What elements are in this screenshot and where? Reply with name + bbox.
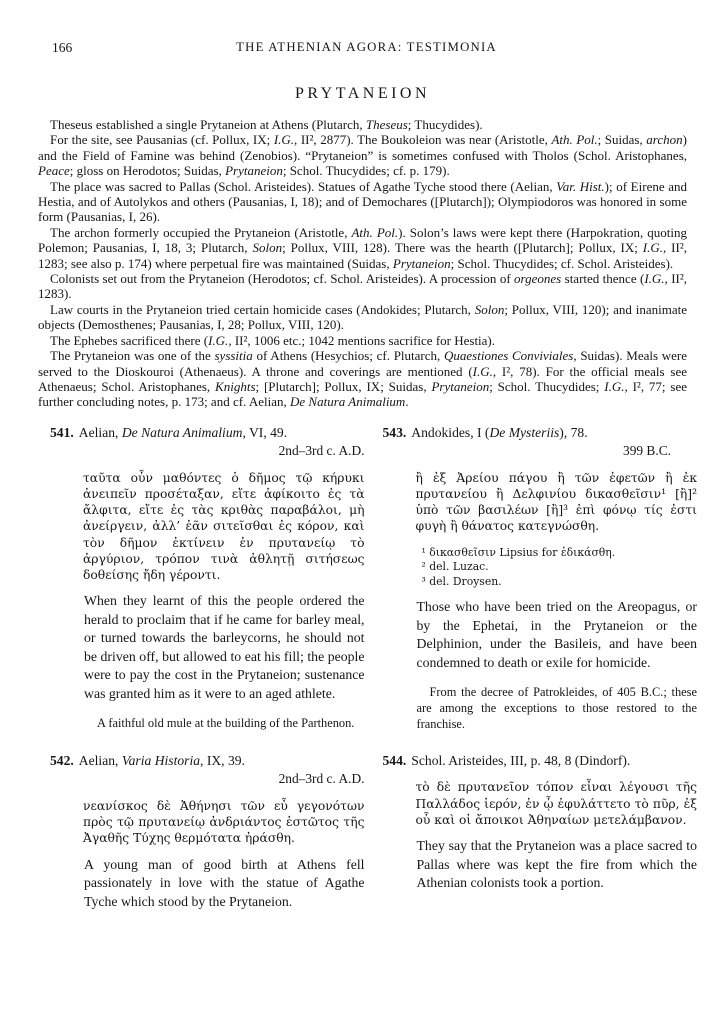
footnotes: [422, 546, 698, 590]
entry-source: Aelian, De Natura Animalium, VI, 49.: [78, 424, 288, 440]
intro-paragraph: Law courts in the Prytaneion tried certain homicide cases (Andokides; Plutarch, Solon; Pollux, VIII, 120); and inanimate objects (Demosthenes; Pausanias, I, 28; Pollux, VIII, 120).: [38, 301, 687, 333]
greek-text: νεανίσκος δὲ Ἀθήνησι τῶν εὖ γεγονότων πρὸς τῷ πρυτανείῳ ἀνδριάντος ἑστῶτος τῆς Ἀγαθῆς Τύχης θερμότατα ἠράσθη.: [83, 798, 365, 846]
entry-source: Schol. Aristeides, III, p. 48, 8 (Dindorf).: [411, 753, 631, 769]
translation-text: When they learnt of this the people ordered the herald to proclaim that if he came for barley meal, or turned towards the barleycorns, he should not be driven off, but allowed to eat his fill; the people were to pay the cost in the Prytaneion; sustenance was granted him as it were to an aged athlete.: [84, 593, 365, 701]
entry-542: [50, 752, 365, 911]
left-column: [50, 424, 365, 911]
greek-text: ἢ ἐξ Ἀρείου πάγου ἢ τῶν ἐφετῶν ἢ ἐκ πρυτανείου ἢ Δελφινίου δικασθεῖσιν¹ [ἢ]² ὑπὸ τῶν βασιλέων [ἢ]³ ἐπὶ φόνῳ τίς ἐστι φυγὴ ἢ θάνατος κατεγνώσθη.: [415, 470, 697, 534]
entry-number: 543.: [382, 424, 407, 440]
translation-text: A young man of good birth at Athens fell passionately in love with the statue of Agathe Tyche which stood by the Prytaneion.: [84, 856, 365, 909]
footnote: ¹ δικασθεῖσιν Lipsius for ἐδικάσθη.: [421, 545, 616, 559]
entry-heading: [383, 752, 698, 769]
entry-number: 542.: [50, 752, 74, 768]
page-number: 166: [52, 40, 73, 55]
intro-paragraph: The Ephebes sacrificed there (I.G., II², 1006 etc.; 1042 mentions sacrifice for Hestia).: [50, 332, 496, 348]
translation-text: Those who have been tried on the Areopagus, or by the Ephetai, in the Prytaneion or the Delphinion, under the Basileis, and have been condemned to death or exile for homicide.: [416, 599, 697, 670]
greek-text: τὸ δὲ πρυτανεῖον τόπον εἶναι λέγουσι τῆς Παλλάδος ἱερόν, ἐν ᾧ ἐφυλάττετο τὸ πῦρ, ἐξ οὗ καὶ οἱ ἄποικοι Ἀθηναίων μετελάμβανον.: [415, 780, 697, 827]
entry-date: 2nd–3rd c. A.D.: [278, 442, 365, 458]
entry-heading: [50, 752, 365, 769]
entry-543: [383, 424, 698, 733]
entry-date: 399 B.C.: [623, 442, 671, 458]
entry-source: Aelian, Varia Historia, IX, 39.: [78, 752, 245, 768]
page-header: [0, 0, 725, 58]
entry-heading: [50, 424, 365, 441]
intro-paragraph: Colonists set out from the Prytaneion (Herodotos; cf. Schol. Aristeides). A procession of orgeones started thence (I.G., II², 1283).: [38, 271, 687, 302]
intro-section: [38, 117, 687, 410]
footnote: ² del. Luzac.: [421, 560, 489, 574]
testimonia-columns: [50, 424, 697, 911]
intro-paragraph: The Prytaneion was one of the syssitia of Athens (Hesychios; cf. Plutarch, Quaestiones Conviviales, Suidas). Meals were served to the Dioskouroi (Athenaeus). A throne and coverings are mentioned (I.G., I², 78). For the official meals see Athenaeus; Schol. Aristophanes, Knights; [Plutarch]; Pollux, IX; Suidas, Prytaneion; Schol. Thucydides; I.G., I², 77; see further concluding notes, p. 173; and cf. Aelian, De Natura Animalium.: [38, 348, 688, 410]
entry-number: 541.: [50, 424, 74, 440]
intro-paragraph: The place was sacred to Pallas (Schol. Aristeides). Statues of Agathe Tyche stood there (Aelian, Var. Hist.); of Eirene and Hestia, and of Autolykos and others (Pausanias, I, 18); and of Demochares ([Plutarch]); Olympiodoros was honored in some form (Pausanias, I, 26).: [38, 178, 688, 225]
footnote: ³ del. Droysen.: [421, 574, 502, 588]
section-title: PRYTANEION: [294, 85, 431, 102]
entry-note: From the decree of Patrokleides, of 405 B.C.; these are among the exceptions to those restored to the franchise.: [416, 685, 697, 731]
right-column: [383, 424, 698, 911]
entry-note: A faithful old mule at the building of the Parthenon.: [97, 716, 355, 731]
intro-paragraph: Theseus established a single Prytaneion at Athens (Plutarch, Theseus; Thucydides).: [50, 117, 483, 132]
entry-541: [50, 424, 365, 732]
greek-text: ταῦτα οὖν μαθόντες ὁ δῆμος τῷ κήρυκι ἀνειπεῖν προσέταξαν, εἴτε ἀφίκοιτο ἐς τὰ ἄλφιτα, εἴτε ἐς τὰς κριθὰς παραβάλοι, μὴ ἀνείργειν, ἀλλ’ ἐᾶν σιτεῖσθαι ἐς κόρον, καὶ τὸν δῆμον ἐκτίνειν ἐν πρυτανείῳ τὸ ἀργύριον, τρόπον τινὰ ἀθλητῇ σιτήσεως δοθείσης ἤδη γέροντι.: [83, 470, 365, 582]
intro-paragraph: For the site, see Pausanias (cf. Pollux, IX; I.G., II², 2877). The Boukoleion was near (Aristotle, Ath. Pol.; Suidas, archon) and the Field of Famine was behind (Zenobios). “Prytaneion” is sometimes confused with Tholos (Schol. Aristophanes, Peace; gloss on Herodotos; Suidas, Prytaneion; Schol. Thucydides; cf. p. 179).: [38, 132, 687, 179]
entry-544: [383, 752, 698, 892]
intro-paragraph: The archon formerly occupied the Prytaneion (Aristotle, Ath. Pol.). Solon’s laws were kept there (Harpokration, quoting Polemon; Pausanias, I, 18, 3; Plutarch, Solon; Pollux, VIII, 128). There was the hearth ([Plutarch]; Pollux, IX; I.G., II², 1283; see also p. 174) where perpetual fire was maintained (Suidas, Prytaneion; Schol. Thucydides; cf. Schol. Aristeides).: [38, 224, 687, 271]
entry-number: 544.: [382, 753, 407, 769]
entry-date: 2nd–3rd c. A.D.: [278, 770, 365, 786]
running-title: THE ATHENIAN AGORA: TESTIMONIA: [236, 40, 497, 54]
translation-text: They say that the Prytaneion was a place sacred to Pallas where was kept the fire from which the Athenian colonists took a portion.: [416, 838, 697, 891]
entry-heading: [383, 424, 698, 441]
entry-source: Andokides, I (De Mysteriis), 78.: [411, 424, 588, 440]
